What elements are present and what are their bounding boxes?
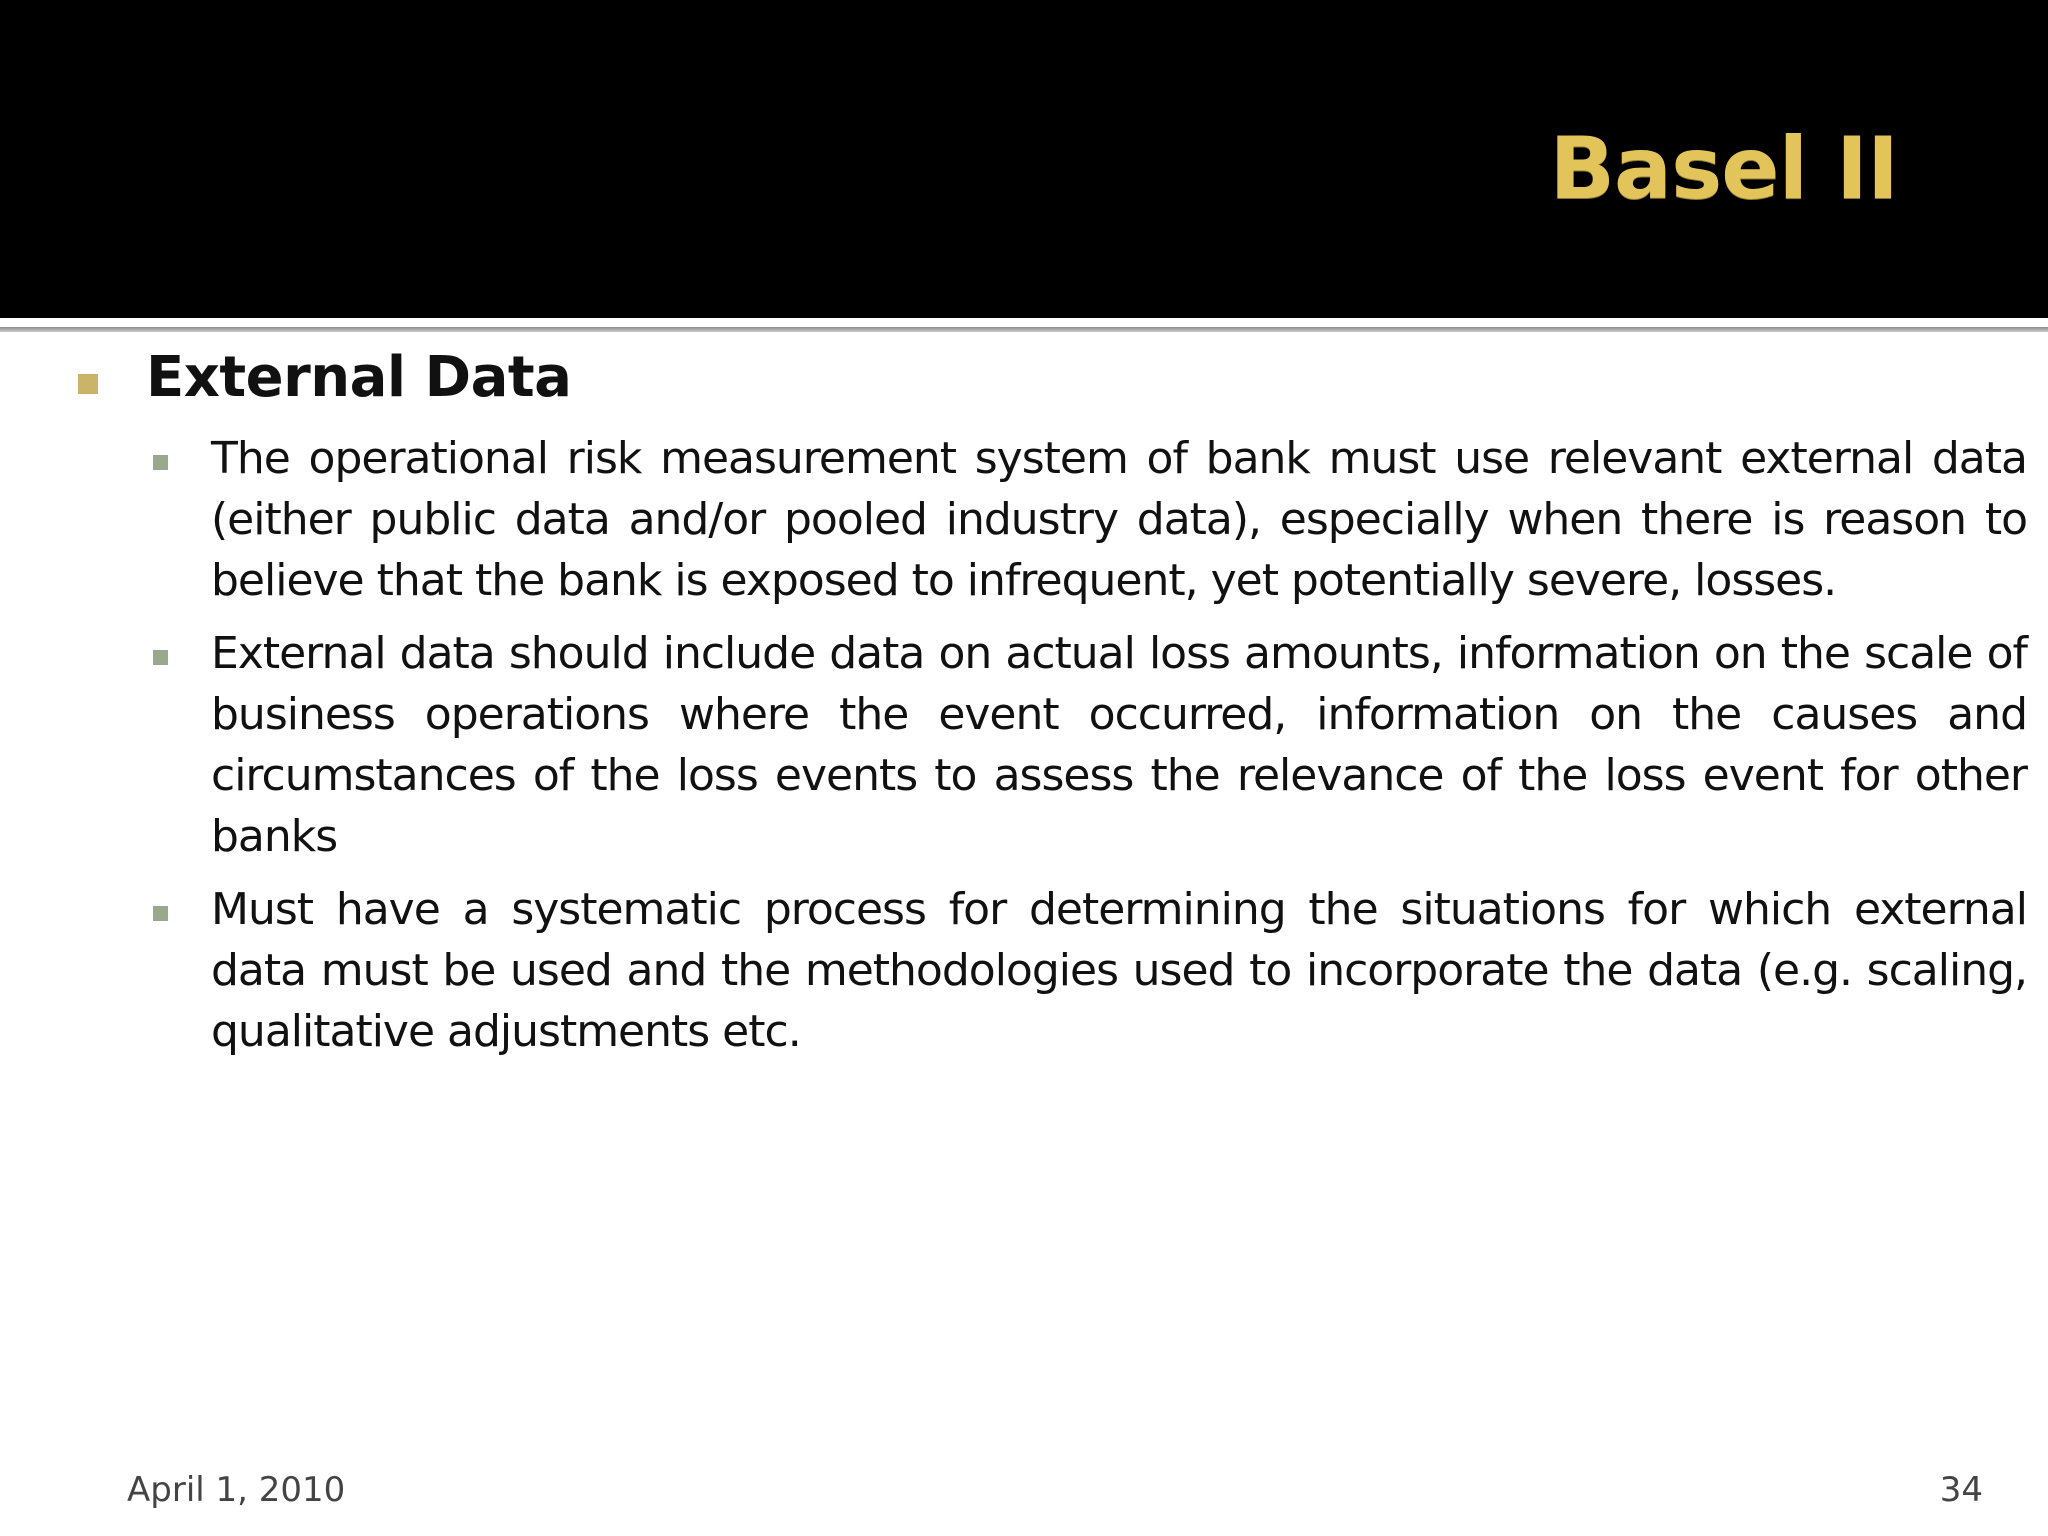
- bullet-list: [0, 428, 2048, 1074]
- square-bullet-icon: [153, 906, 168, 921]
- list-item: [0, 879, 2048, 1062]
- page-number: 34: [1939, 1470, 1983, 1510]
- heading-row: [0, 338, 2048, 418]
- square-bullet-icon: [153, 650, 168, 665]
- title-bar: [0, 0, 2048, 318]
- title-divider-white: [0, 318, 2048, 327]
- bullet-text: Must have a systematic process for determining the situations for which external data must be used and the methodologies used to incorporate the data (e.g. scaling, qualitative adjustments etc.: [211, 884, 2027, 1057]
- square-bullet-icon: [153, 455, 168, 470]
- bullet-text: The operational risk measurement system of bank must use relevant external data (either public data and/or pooled industry data), especially when there is reason to believe that the bank is exposed to infrequent, yet potentially severe, losses.: [211, 433, 2027, 606]
- bullet-text: External data should include data on actual loss amounts, information on the scale of business operations where the event occurred, information on the causes and circumstances of the loss events to assess the relevance of the loss event for other banks: [211, 628, 2027, 862]
- list-item: [0, 623, 2048, 867]
- title-divider-gray: [0, 327, 2048, 332]
- list-item: [0, 428, 2048, 611]
- square-bullet-icon: [78, 374, 98, 394]
- section-heading: External Data: [146, 345, 572, 410]
- footer-date: April 1, 2010: [127, 1470, 346, 1510]
- slide-title: Basel II: [1549, 119, 1898, 219]
